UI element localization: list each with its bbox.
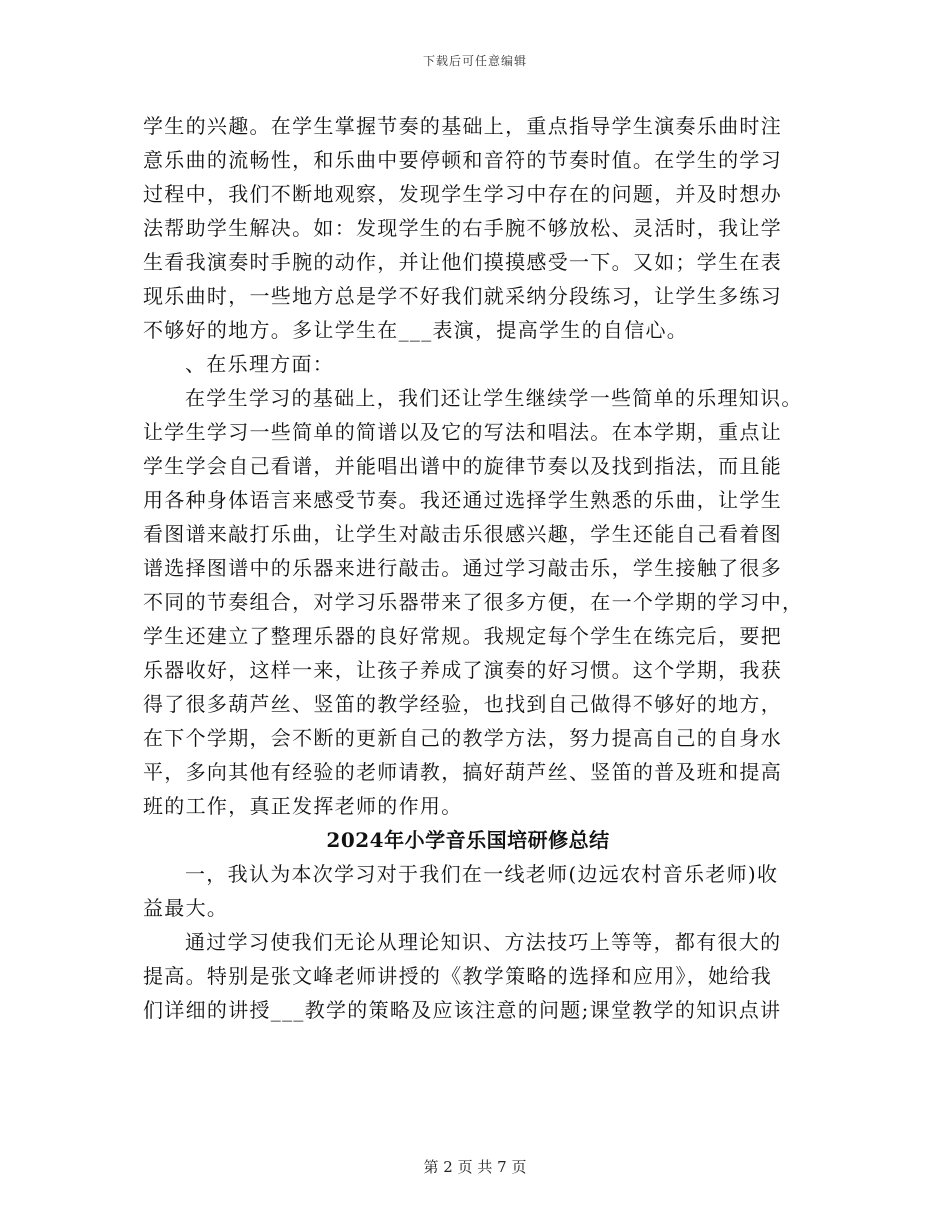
text-line: 学生的兴趣。在学生掌握节奏的基础上，重点指导学生演奏乐曲时注 (143, 114, 782, 138)
text-line: 生看我演奏时手腕的动作，并让他们摸摸感受一下。又如；学生在表 (143, 250, 782, 274)
text-line: 看图谱来敲打乐曲，让学生对敲击乐很感兴趣，学生还能自己看着图 (143, 522, 782, 546)
text-line: 益最大。 (143, 896, 229, 920)
text-line: 不够好的地方。多让学生在___表演，提高学生的自信心。 (143, 318, 689, 342)
text-line: 用各种身体语言来感受节奏。我还通过选择学生熟悉的乐曲，让学生 (143, 488, 782, 512)
text-line: 在学生学习的基础上，我们还让学生继续学一些简单的乐理知识。 (185, 386, 803, 410)
text-line: 法帮助学生解决。如：发现学生的右手腕不够放松、灵活时，我让学 (143, 216, 782, 240)
text-line: 提高。特别是张文峰老师讲授的《教学策略的选择和应用》，她给我 (143, 964, 772, 988)
text-line: 班的工作，真正发挥老师的作用。 (143, 794, 463, 818)
text-line: 过程中，我们不断地观察，发现学生学习中存在的问题，并及时想办 (143, 182, 782, 206)
text-line: 现乐曲时，一些地方总是学不好我们就采纳分段练习，让学生多练习 (143, 284, 782, 308)
text-line: 一，我认为本次学习对于我们在一线老师(边远农村音乐老师)收 (185, 862, 779, 886)
text-line: 不同的节奏组合，对学习乐器带来了很多方便，在一个学期的学习中， (143, 590, 804, 614)
text-line: 们详细的讲授___教学的策略及应该注意的问题;课堂教学的知识点讲 (143, 998, 782, 1022)
text-line: 得了很多葫芦丝、竖笛的教学经验，也找到自己做得不够好的地方， (143, 692, 782, 716)
text-line: 在下个学期，会不断的更新自己的教学方法，努力提高自己的自身水 (143, 726, 782, 750)
text-line: 学生还建立了整理乐器的良好常规。我规定每个学生在练完后，要把 (143, 624, 782, 648)
document-body (143, 109, 823, 1027)
text-line: 学生学会自己看谱，并能唱出谱中的旋律节奏以及找到指法，而且能 (143, 454, 782, 478)
section-title: 2024年小学音乐国培研修总结 (326, 828, 610, 852)
text-line: 谱选择图谱中的乐器来进行敲击。通过学习敲击乐，学生接触了很多 (143, 556, 782, 580)
text-line: 意乐曲的流畅性，和乐曲中要停顿和音符的节奏时值。在学生的学习 (143, 148, 782, 172)
text-line: 通过学习使我们无论从理论知识、方法技巧上等等，都有很大的 (185, 930, 782, 954)
text-line: 、在乐理方面： (185, 352, 335, 376)
text-line: 平，多向其他有经验的老师请教，搞好葫芦丝、竖笛的普及班和提高 (143, 760, 782, 784)
text-line: 乐器收好，这样一来，让孩子养成了演奏的好习惯。这个学期，我获 (143, 658, 782, 682)
text-line: 让学生学习一些简单的简谱以及它的写法和唱法。在本学期，重点让 (143, 420, 782, 444)
page-number: 第 2 页 共 7 页 (423, 1158, 527, 1176)
page-header: 下载后可任意编辑 (422, 54, 527, 68)
